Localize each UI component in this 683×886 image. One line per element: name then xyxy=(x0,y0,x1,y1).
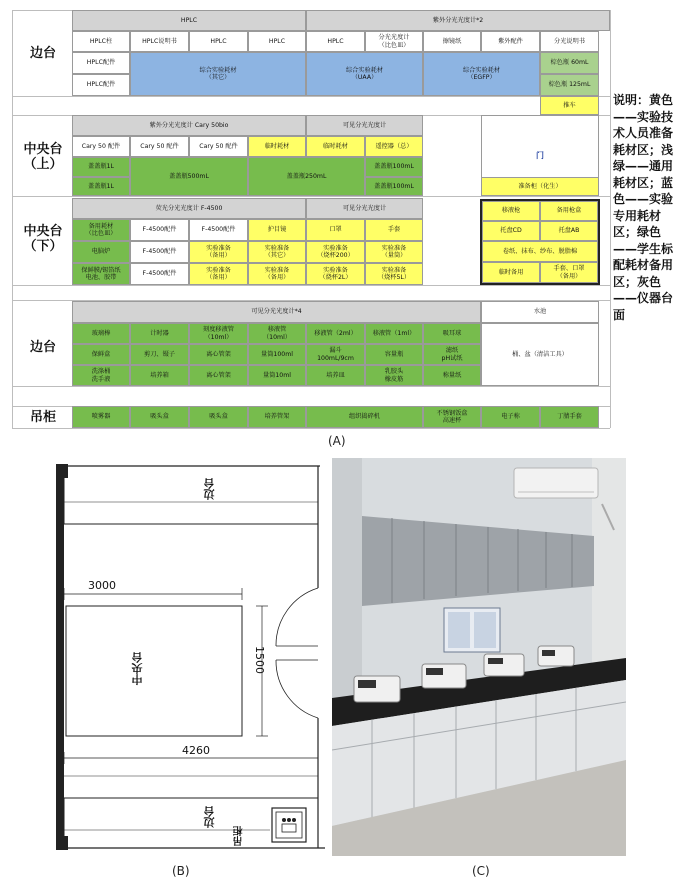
cell-hplc: HPLC xyxy=(189,31,248,52)
cell-cylinder-10: 量筒10ml xyxy=(248,365,306,386)
grid-line xyxy=(12,96,610,97)
cell-prep-cabinet: 准备柜（化生） xyxy=(481,177,599,196)
dim-3000: 3000 xyxy=(88,579,116,592)
cell-scissors: 剪刀、镊子 xyxy=(130,344,189,365)
cell-bottle-1l: 盖盖瓶1L xyxy=(72,177,130,196)
section-side-top: 边台 xyxy=(29,45,56,61)
cell-blue-other: 综合实验耗材 （其它） xyxy=(130,52,306,96)
cell-glass-rod: 玻璃棒 xyxy=(72,323,130,344)
cell-hplc-parts: HPLC配件 xyxy=(72,52,130,74)
cell-steel-box: 不锈钢饭盒 高速杯 xyxy=(423,406,481,428)
cell-prep-beaker-2l: 实验准备 （烧杯2L） xyxy=(306,263,365,285)
cell-pipette-gun: 移液枪 xyxy=(482,201,540,221)
cell-hplc-parts: HPLC配件 xyxy=(72,74,130,96)
cell-bottle-100: 盖盖瓶100mL xyxy=(365,157,423,177)
cell-petri: 培养皿 xyxy=(306,365,365,386)
vis-header-down: 可见分光光度计 xyxy=(306,198,423,219)
cell-backup-cuvette: 备用耗材 （比色皿） xyxy=(72,219,130,241)
lab-photo xyxy=(332,458,626,856)
cell-tip-box: 吸头盒 xyxy=(130,406,189,428)
cell-cart: 推车 xyxy=(540,96,599,115)
cell-hotplate: 电脑炉 xyxy=(72,241,130,263)
cell-bottle-250: 盖盖瓶250mL xyxy=(248,157,365,196)
cell-tip-box: 吸头盒 xyxy=(189,406,248,428)
cell-pipette-10: 移液管 （10ml） xyxy=(248,323,306,344)
cell-blue-uaa: 综合实验耗材 （UAA） xyxy=(306,52,423,96)
cell-hplc-manual: HPLC说明书 xyxy=(130,31,189,52)
caption-b: (B) xyxy=(172,864,190,878)
floor-cabinet-label: 吊柜 xyxy=(234,826,245,846)
cell-goggles: 护目镜 xyxy=(248,219,306,241)
floor-plan xyxy=(50,458,335,858)
grid-line xyxy=(610,10,611,428)
cell-temp-supplies: 临时耗材 xyxy=(306,136,365,157)
cell-cary-parts: Cary 50 配件 xyxy=(189,136,248,157)
cell-brown-60: 棕色瓶 60mL xyxy=(540,52,599,74)
floor-center-label: 中央台 xyxy=(131,652,144,685)
cell-prep-other: 实验准备 （其它） xyxy=(248,241,306,263)
cell-prep-backup: 实验准备 （备用） xyxy=(189,241,248,263)
cell-box: 保鲜盒 xyxy=(72,344,130,365)
cell-uv-parts: 紫外配件 xyxy=(481,31,540,52)
cell-f4500-parts: F-4500配件 xyxy=(189,219,248,241)
cell-cary-parts: Cary 50 配件 xyxy=(130,136,189,157)
cell-mask: 口罩 xyxy=(306,219,365,241)
cell-prep-beaker-5l: 实验准备 （烧杯5L） xyxy=(365,263,423,285)
cell-rubber-bulb: 乳胶头 橡皮筋 xyxy=(365,365,423,386)
cell-timer: 计时器 xyxy=(130,323,189,344)
cell-pipette-1: 移液管（1ml） xyxy=(365,323,423,344)
cell-remote: 遥控器（总） xyxy=(365,136,423,157)
uv-header-top: 紫外分光光度计*2 xyxy=(306,10,610,31)
cell-sink-tools: 桶、盆（清洁工具） xyxy=(481,323,599,386)
cell-pipette-2: 移液管（2ml） xyxy=(306,323,365,344)
cell-bulb: 吸耳球 xyxy=(423,323,481,344)
caption-a: (A) xyxy=(328,434,346,448)
cell-bottle-500: 盖盖瓶500mL xyxy=(130,157,248,196)
cell-wash-bucket: 洗涤桶 洗手液 xyxy=(72,365,130,386)
dim-1500: 1500 xyxy=(253,646,266,674)
cell-gloves: 手套 xyxy=(365,219,423,241)
cell-tray-ab: 托盘AB xyxy=(540,221,598,241)
cell-culture-rack: 培养管架 xyxy=(248,406,306,428)
door-label: 门 xyxy=(536,151,544,160)
cell-gloves-masks: 手套、口罩 （备用） xyxy=(540,262,598,283)
cell-temp-backup: 临时备用 xyxy=(482,262,540,283)
cell-bottle-100: 盖盖瓶100mL xyxy=(365,177,423,196)
cell-hplc: HPLC xyxy=(306,31,365,52)
section-center-up: 中央台 （上） xyxy=(23,142,63,172)
cell-cary-parts: Cary 50 配件 xyxy=(72,136,130,157)
floor-side-top-label: 边台 xyxy=(203,478,216,500)
cell-backup-tip-box: 备用枪盒 xyxy=(540,201,598,221)
floor-side-bottom-label: 边台 xyxy=(203,806,216,828)
cell-cuvette: 分光光度计 （比色皿） xyxy=(365,31,423,52)
cell-spectro-manual: 分光说明书 xyxy=(540,31,599,52)
vis4-header: 可见分光光度计*4 xyxy=(72,301,481,323)
cell-tube-rack: 离心管架 xyxy=(189,344,248,365)
section-side-bottom: 边台 xyxy=(29,339,56,355)
dim-4260: 4260 xyxy=(182,744,210,757)
cell-incubator: 培养箱 xyxy=(130,365,189,386)
cell-tissue: 卷纸、抹布、纱布、脱脂棉 xyxy=(482,241,598,262)
cell-f4500-parts: F-4500配件 xyxy=(130,241,189,263)
sink-header: 水池 xyxy=(481,301,599,323)
grid-line xyxy=(12,428,610,429)
cell-cylinder-100: 量筒100ml xyxy=(248,344,306,365)
grid-line xyxy=(12,10,13,428)
cell-lens-paper: 擦镜纸 xyxy=(423,31,481,52)
cell-f4500-parts: F-4500配件 xyxy=(130,219,189,241)
cell-hplc: HPLC xyxy=(248,31,306,52)
cell-tray-cd: 托盘CD xyxy=(482,221,540,241)
uv-cary-header: 紫外分光光度计 Cary 50bio xyxy=(72,115,306,136)
legend-note: 说明：黄色——实验技术人员准备耗材区；浅绿——通用耗材区；蓝色——实验专用耗材区；绿色——学生标配耗材备用区；灰色——仪器台面 xyxy=(613,93,674,322)
fluo-header: 荧光分光光度计 F-4500 xyxy=(72,198,306,219)
cell-vol-flask: 容量瓶 xyxy=(365,344,423,365)
cell-grad-pipette: 刻度移液管 （10ml） xyxy=(189,323,248,344)
cell-homogenizer: 组织捣碎机 xyxy=(306,406,423,428)
cell-nitrile-gloves: 丁腈手套 xyxy=(540,406,599,428)
hplc-header: HPLC xyxy=(72,10,306,31)
cell-tube-rack: 离心管架 xyxy=(189,365,248,386)
cell-blue-egfp: 综合实验耗材 （EGFP） xyxy=(423,52,540,96)
cell-f4500-parts: F-4500配件 xyxy=(130,263,189,285)
cell-weigh-paper: 称量纸 xyxy=(423,365,481,386)
cell-prep-cylinder: 实验准备 （量筒） xyxy=(365,241,423,263)
cell-sprayer: 喷雾器 xyxy=(72,406,130,428)
cell-prep-beaker-200: 实验准备 （烧杯200） xyxy=(306,241,365,263)
cell-prep-backup: 实验准备 （备用） xyxy=(189,263,248,285)
vis-header-up: 可见分光光度计 xyxy=(306,115,423,136)
grid-line xyxy=(12,386,610,387)
caption-c: (C) xyxy=(472,864,490,878)
cell-wrap-battery: 保鲜膜/锡箔纸 电池、胶带 xyxy=(72,263,130,285)
cell-temp-supplies: 临时耗材 xyxy=(248,136,306,157)
cell-prep-backup: 实验准备 （备用） xyxy=(248,263,306,285)
cell-hplc-column: HPLC柱 xyxy=(72,31,130,52)
cell-scale: 电子称 xyxy=(481,406,540,428)
grid-line xyxy=(12,196,610,197)
cell-bottle-1l: 盖盖瓶1L xyxy=(72,157,130,177)
section-center-down: 中央台 （下） xyxy=(23,224,63,254)
section-cabinet: 吊柜 xyxy=(29,409,56,425)
cell-funnel: 漏斗 100mL/9cm xyxy=(306,344,365,365)
grid-line xyxy=(12,285,610,286)
cell-filter-paper: 滤纸 pH试纸 xyxy=(423,344,481,365)
cell-brown-125: 棕色瓶 125mL xyxy=(540,74,599,96)
